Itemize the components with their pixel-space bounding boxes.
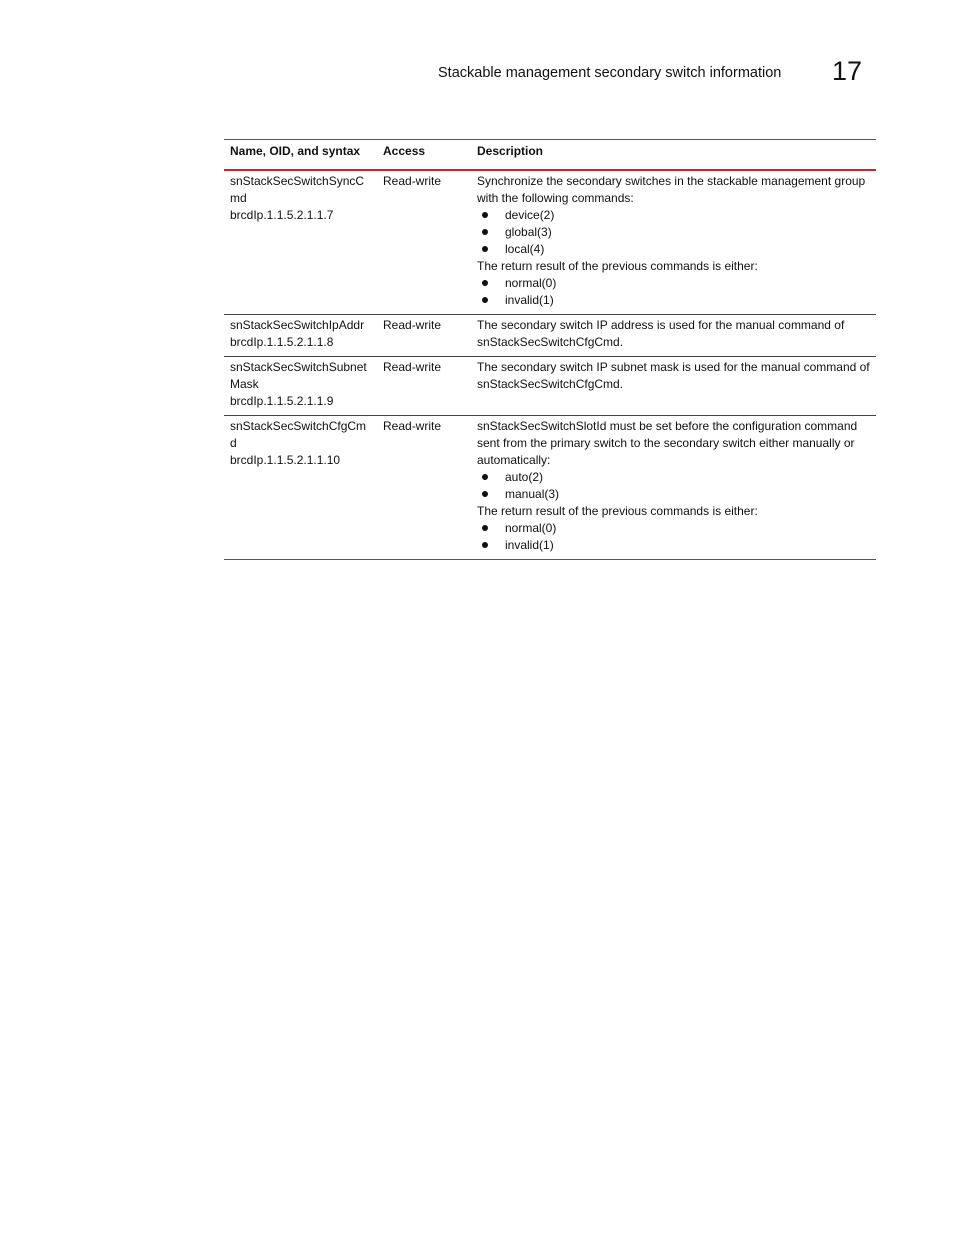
list-item: local(4) — [479, 241, 870, 258]
list-item: invalid(1) — [479, 537, 870, 554]
bullet-icon — [482, 525, 488, 531]
description-text: The return result of the previous commands is either: — [477, 259, 758, 273]
column-header-name: Name, OID, and syntax — [224, 140, 377, 171]
description-text: Synchronize the secondary switches in the stackable management group with the following commands: — [477, 174, 866, 205]
chapter-number: 17 — [832, 56, 863, 86]
bullet-icon — [482, 246, 488, 252]
bullet-icon — [482, 474, 488, 480]
description-text: The secondary switch IP subnet mask is used for the manual command of snStackSecSwitchCfgCmd. — [477, 360, 870, 391]
list-item: normal(0) — [479, 275, 870, 292]
description-cell — [471, 416, 876, 560]
description-text: snStackSecSwitchSlotId must be set before the configuration command sent from the primary switch to the secondary switch either manually or automatically: — [477, 419, 858, 467]
description-cell — [471, 357, 876, 416]
list-item: manual(3) — [479, 486, 870, 503]
object-oid: brcdIp.1.1.5.2.1.1.9 — [230, 394, 334, 408]
table-header-row — [224, 140, 876, 171]
name-cell — [224, 416, 377, 560]
table-row — [224, 315, 876, 357]
mib-object-table — [224, 139, 876, 560]
name-cell — [224, 357, 377, 416]
table-row — [224, 416, 876, 560]
column-header-description: Description — [471, 140, 876, 171]
object-name: snStackSecSwitchSubnetMask — [230, 360, 367, 391]
table-row — [224, 170, 876, 315]
object-oid: brcdIp.1.1.5.2.1.1.10 — [230, 453, 341, 467]
description-text: The secondary switch IP address is used for the manual command of snStackSecSwitchCfgCmd. — [477, 318, 845, 349]
access-cell: Read-write — [383, 419, 442, 433]
object-name: snStackSecSwitchIpAddr — [230, 318, 365, 332]
object-name: snStackSecSwitchSyncCmd — [230, 174, 365, 205]
bullet-list — [477, 207, 870, 258]
bullet-icon — [482, 491, 488, 497]
list-item: normal(0) — [479, 520, 870, 537]
list-item: device(2) — [479, 207, 870, 224]
access-cell: Read-write — [377, 357, 471, 416]
bullet-icon — [482, 280, 488, 286]
list-item: invalid(1) — [479, 292, 870, 309]
bullet-icon — [482, 297, 488, 303]
access-cell: Read-write — [377, 315, 471, 357]
section-title: Stackable management secondary switch information — [438, 65, 782, 81]
description-cell — [471, 315, 876, 357]
access-cell: Read-write — [377, 170, 471, 315]
table-row — [224, 357, 876, 416]
column-header-access: Access — [377, 140, 471, 171]
name-cell — [224, 315, 377, 357]
bullet-list — [477, 520, 870, 554]
object-oid: brcdIp.1.1.5.2.1.1.8 — [230, 335, 334, 349]
list-item: auto(2) — [479, 469, 870, 486]
bullet-icon — [482, 212, 488, 218]
object-oid: brcdIp.1.1.5.2.1.1.7 — [230, 208, 334, 222]
description-text: The return result of the previous commands is either: — [477, 504, 758, 518]
description-cell — [471, 170, 876, 315]
bullet-list — [477, 275, 870, 309]
name-cell — [224, 170, 377, 315]
object-name: snStackSecSwitchCfgCmd — [230, 419, 367, 450]
bullet-icon — [482, 229, 488, 235]
bullet-list — [477, 469, 870, 503]
list-item: global(3) — [479, 224, 870, 241]
page-header — [0, 56, 954, 92]
bullet-icon — [482, 542, 488, 548]
